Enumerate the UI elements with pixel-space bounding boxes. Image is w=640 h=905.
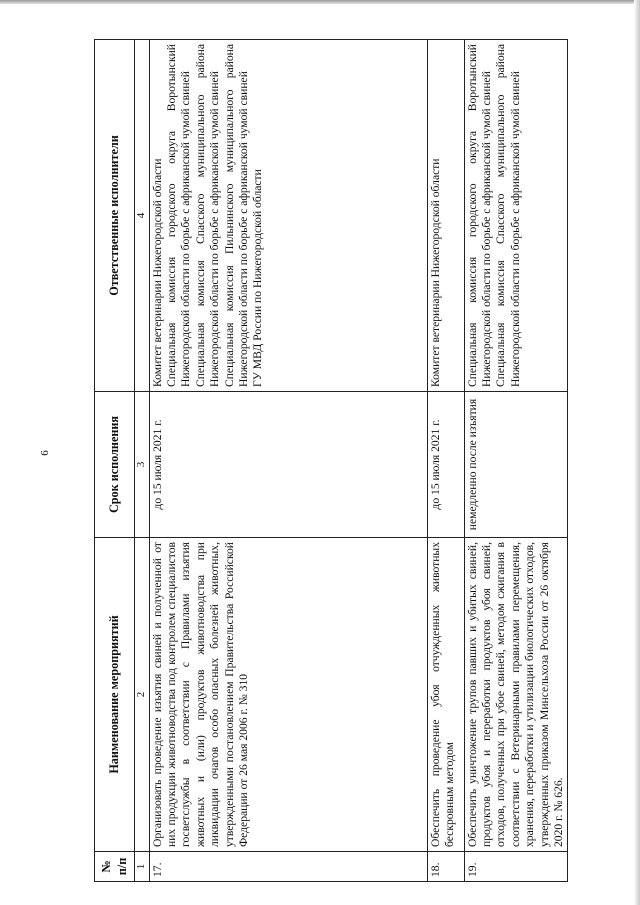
row-number: 18. <box>427 852 464 882</box>
table-row <box>427 40 464 882</box>
executor-item: Специальная комиссия городского округа Воротынский Нижегородской области по борьбе с африканской чумой свиней <box>465 44 493 387</box>
header-deadline: Срок исполнения <box>95 392 135 538</box>
row-number: 17. <box>149 852 427 882</box>
scan-edge-right <box>634 0 640 905</box>
column-number-row <box>135 40 150 882</box>
executors-cell <box>464 40 568 392</box>
column-number: 3 <box>135 392 150 538</box>
executor-item: Специальная комиссия Спасского муниципального района Нижегородской области по борьбе с африканской чумой свиней <box>494 44 522 387</box>
table-header-row <box>95 40 135 882</box>
header-measure: Наименование мероприятий <box>95 538 135 852</box>
measure-text: Организовать проведение изъятия свиней и полученной от них продукции животноводства под контролем специалистов госветслужбы в соответствии с Правилами изъятия животных и (или) продуктов животноводства при ликвидации очагов особо опасных болезней животных, утвержденными постановлением Правительства Российской Федерации от 26 мая 2006 г. № 310 <box>149 538 427 852</box>
scan-edge-top <box>0 0 640 4</box>
executor-item: Комитет ветеринарии Нижегородской области <box>428 158 442 387</box>
measure-text: Обеспечить уничтожение трупов павших и убитых свиней, продуктов убоя и переработки продуктов убоя свиней, отходов, полученных при убое свиней, методом сжигания в соответствии с Ветеринарными правилами перемещения, хранения, переработки и утилизации биологических отходов, утвержденных приказом Минсельхоза России от 26 октября 2020 г. № 626. <box>464 538 568 852</box>
measures-table <box>94 39 568 882</box>
executor-item: Специальная комиссия Спасского муниципального района Нижегородской области по борьбе с африканской чумой свиней <box>193 44 222 387</box>
measure-text: Обеспечить проведение убоя отчужденных животных бескровным методом <box>427 538 464 852</box>
deadline-text: до 15 июля 2021 г. <box>149 392 427 538</box>
executor-item: Специальная комиссия Пильнинского муниципального района Нижегородской области по борьбе с африканской чумой свиней <box>222 44 250 387</box>
executor-item: Специальная комиссия городского округа Воротынский Нижегородской области по борьбе с африканской чумой свиней <box>165 44 193 387</box>
column-number: 2 <box>135 538 150 852</box>
rotated-page-content <box>94 40 565 882</box>
executor-item: Комитет ветеринарии Нижегородской области <box>150 158 164 387</box>
executors-cell <box>149 40 427 392</box>
header-number: № п/п <box>95 852 135 882</box>
header-executors: Ответственные исполнители <box>95 40 135 392</box>
table-row <box>464 40 568 882</box>
deadline-text: немедленно после изъятия <box>464 392 568 538</box>
page-number: 6 <box>38 450 51 456</box>
executor-item: ГУ МВД России по Нижегородской области <box>251 169 265 387</box>
column-number: 1 <box>135 852 150 882</box>
column-number: 4 <box>135 40 150 392</box>
deadline-text: до 15 июля 2021 г. <box>427 392 464 538</box>
executors-cell <box>427 40 464 392</box>
row-number: 19. <box>464 852 568 882</box>
table-row <box>149 40 427 882</box>
